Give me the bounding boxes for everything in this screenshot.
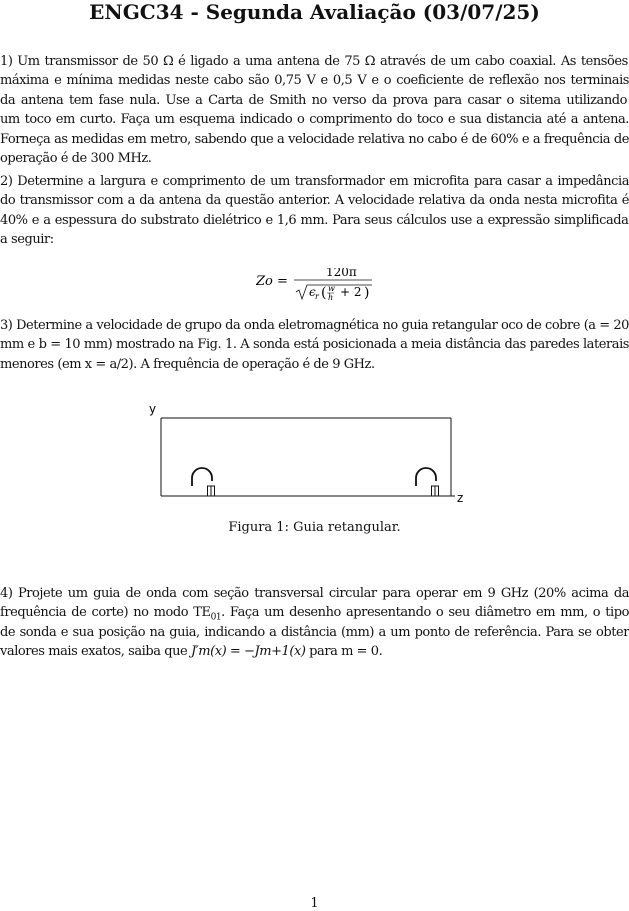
q3-line-1: 3) Determine a velocidade de grupo da onda eletromagnética no guia retangular oco de cobre (a = 20	[0, 318, 629, 333]
page-title: ENGC34 - Segunda Avaliação (03/07/25)	[89, 0, 540, 24]
formula-paren-close: )	[364, 285, 370, 301]
formula-plus-two: + 2	[340, 285, 362, 299]
q1-line-3: da antena tem fase nula. Use a Carta de Smith no verso da prova para casar o sitema utilizando	[0, 92, 628, 108]
question-1	[0, 52, 629, 168]
q4-line-2	[0, 603, 629, 622]
q1-line-6: operação é de 300 MHz.	[0, 151, 152, 167]
formula-eps-sub: r	[315, 292, 319, 301]
q3-line-3: menores (em x = a/2). A frequência de operação é de 9 GHz.	[0, 356, 375, 372]
question-4	[0, 584, 629, 662]
probe-left	[192, 468, 215, 496]
formula-w: w	[328, 284, 335, 293]
z-axis-label: z	[457, 491, 464, 505]
page-number: 1	[310, 896, 319, 911]
q4-line-3: de sonda e sua posição na guia, indicando a distância (mm) a um ponto de referência. Para se obter	[0, 624, 629, 640]
y-axis-label: y	[149, 402, 157, 416]
q4-line-2-rest: . Faça um desenho apresentando o seu diâmetro em mm, o tipo	[221, 605, 629, 621]
q1-line-4: um toco em curto. Faça um esquema indicado o comprimento do toco e sua distancia até a antena.	[0, 112, 629, 128]
q4-line-1: 4) Projete um guia de onda com seção transversal circular para operar em 9 GHz (20% acima da	[0, 586, 629, 601]
q2-line-2: do transmissor com a da antena da questão anterior. A velocidade relativa da onda nesta microfita é	[0, 193, 629, 209]
q4-line-4-text: valores mais exatos, saiba que	[0, 644, 191, 660]
q4-line-4	[0, 642, 629, 661]
question-2	[0, 172, 629, 250]
q1-line-1: 1) Um transmissor de 50 Ω é ligado a uma antena de 75 Ω através de um cabo coaxial. As tensões	[0, 54, 628, 69]
formula-numerator: 120π	[326, 268, 357, 279]
formula-eps: ϵ	[309, 285, 316, 299]
mode-subscript: 01	[210, 613, 222, 623]
q2-line-1: 2) Determine a largura e comprimento de um transformador em microfita para casar a impedância	[0, 174, 629, 189]
figure-caption: Figura 1: Guia retangular.	[228, 520, 401, 535]
q1-line-5: Forneça as medidas em metro, sabendo que a velocidade relativa no cabo é de 60% e a frequência de	[0, 131, 629, 147]
bessel-identity: J′m(x) = −Jm+1(x)	[190, 644, 306, 660]
formula-h: h	[328, 293, 334, 302]
q4-line-4-rest: para m = 0.	[305, 644, 383, 660]
figure-waveguide	[140, 398, 470, 512]
question-3	[0, 316, 629, 374]
probe-left-loop	[192, 468, 212, 486]
formula-lhs: Zo =	[256, 274, 288, 289]
waveguide-diagram	[140, 398, 470, 508]
q1-line-2: máxima e mínima medidas neste cabo são 0,75 V e 0,5 V e o coeficiente de reflexão nos terminais	[0, 73, 629, 89]
q4-line-2-text: frequência de corte) no modo TE	[0, 605, 211, 621]
probe-right-loop	[416, 468, 436, 486]
q2-line-3: 40% e a espessura do substrato dielétrico e 1,6 mm. Para seus cálculos use a expressão simplificada	[0, 212, 629, 228]
q2-line-4: a seguir:	[0, 232, 54, 248]
formula-svg	[256, 268, 396, 304]
impedance-formula	[256, 268, 396, 304]
q3-line-2: mm e b = 10 mm) mostrado na Fig. 1. A sonda está posicionada a meia distância das paredes laterais	[0, 337, 629, 353]
formula-paren-open: (	[321, 285, 327, 301]
probe-right	[416, 468, 439, 496]
